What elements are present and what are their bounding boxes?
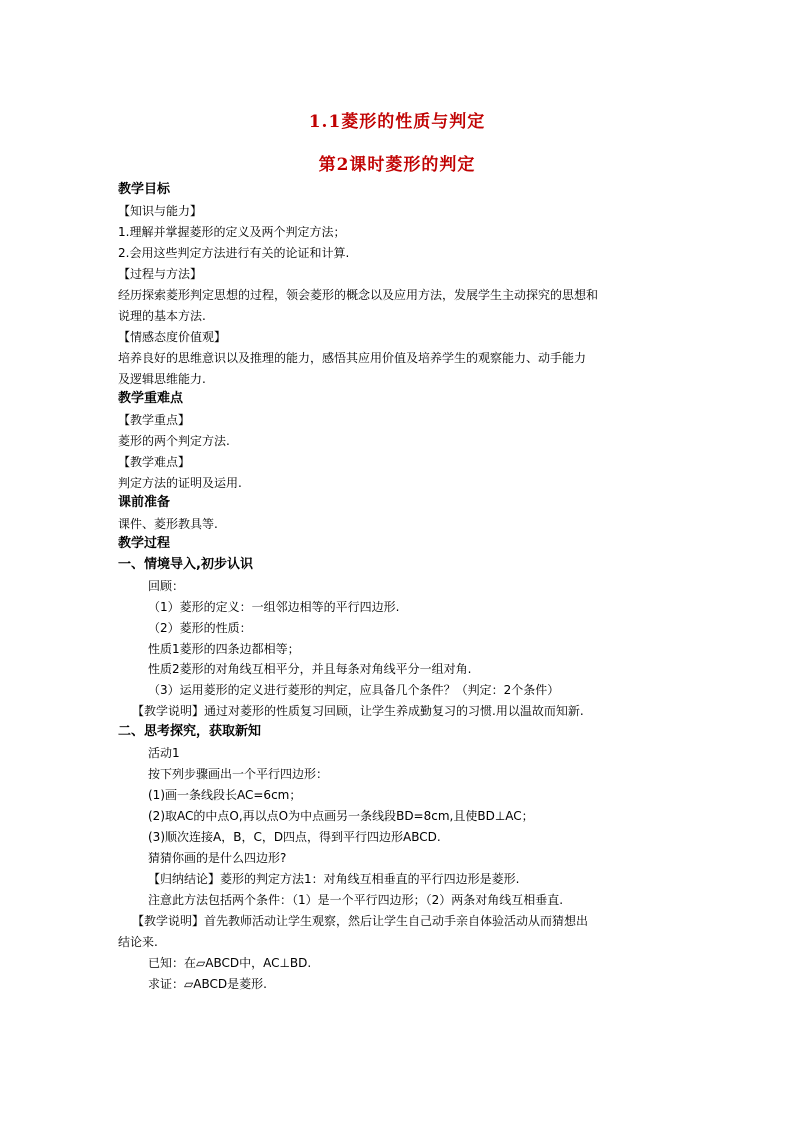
subsection-heading: 【教学重点】: [118, 413, 191, 427]
paragraph-line: 求证：▱ABCD是菱形.: [148, 977, 267, 991]
section-heading: 课前准备: [118, 495, 171, 510]
paragraph-line: 回顾：: [148, 579, 185, 593]
section-heading: 二、思考探究，获取新知: [118, 724, 262, 739]
paragraph-line: （3）运用菱形的定义进行菱形的判定，应具备几个条件？（判定：2个条件）: [148, 683, 560, 697]
paragraph-line: 2.会用这些判定方法进行有关的论证和计算.: [118, 246, 350, 260]
paragraph-line: (1)画一条线段长AC=6cm；: [148, 788, 302, 802]
paragraph-line: 【教学说明】通过对菱形的性质复习回顾，让学生养成勤复习的习惯.用以温故而知新.: [132, 704, 584, 718]
paragraph-line: 课件、菱形教具等.: [118, 517, 218, 531]
section-heading: 教学过程: [118, 536, 171, 551]
subsection-heading: 【教学难点】: [118, 455, 191, 469]
paragraph-line: 【教学说明】首先教师活动让学生观察，然后让学生自己动手亲自体验活动从而猜想出: [132, 914, 589, 928]
paragraph-line: 【归纳结论】菱形的判定方法1：对角线互相垂直的平行四边形是菱形.: [148, 872, 520, 886]
paragraph-line: 猜猜你画的是什么四边形?: [148, 851, 287, 865]
paragraph-line: 已知：在▱ABCD中，AC⊥BD.: [148, 956, 312, 970]
paragraph-line: 经历探索菱形判定思想的过程，领会菱形的概念以及应用方法，发展学生主动探究的思想和: [118, 288, 599, 302]
paragraph-line: 培养良好的思维意识以及推理的能力，感悟其应用价值及培养学生的观察能力、动手能力: [118, 351, 587, 365]
paragraph-line: (3)顺次连接A，B，C，D四点，得到平行四边形ABCD.: [148, 830, 441, 844]
paragraph-line: 1.理解并掌握菱形的定义及两个判定方法；: [118, 225, 346, 239]
paragraph-line: 及逻辑思维能力.: [118, 372, 206, 386]
paragraph-line: 活动1: [148, 746, 180, 760]
section-heading: 教学重难点: [118, 391, 184, 406]
paragraph-line: (2)取AC的中点O,再以点O为中点画另一条线段BD=8cm,且使BD⊥AC；: [148, 809, 534, 823]
subsection-heading: 【情感态度价值观】: [118, 330, 227, 344]
paragraph-line: （2）菱形的性质：: [148, 621, 252, 635]
paragraph-line: 性质1菱形的四条边都相等；: [148, 642, 300, 656]
page-title: 1.1菱形的性质与判定: [308, 112, 486, 132]
section-heading: 一、情境导入,初步认识: [118, 557, 253, 572]
paragraph-line: 注意此方法包括两个条件：（1）是一个平行四边形；（2）两条对角线互相垂直.: [148, 893, 564, 907]
subsection-heading: 【过程与方法】: [118, 267, 203, 281]
paragraph-line: （1）菱形的定义：一组邻边相等的平行四边形.: [148, 600, 400, 614]
paragraph-line: 判定方法的证明及运用.: [118, 476, 242, 490]
paragraph-line: 说理的基本方法.: [118, 309, 206, 323]
paragraph-line: 性质2菱形的对角线互相平分，并且每条对角线平分一组对角.: [148, 662, 472, 676]
paragraph-line: 菱形的两个判定方法.: [118, 434, 230, 448]
subsection-heading: 【知识与能力】: [118, 204, 203, 218]
page-subtitle: 第2课时菱形的判定: [318, 155, 476, 175]
paragraph-line: 按下列步骤画出一个平行四边形：: [148, 767, 329, 781]
paragraph-line: 结论来.: [118, 935, 158, 949]
section-heading: 教学目标: [118, 182, 171, 197]
